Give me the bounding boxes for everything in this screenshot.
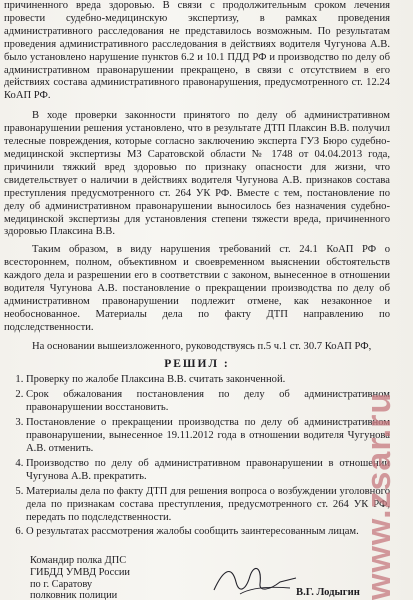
watermark: www.zsar.ru <box>360 391 398 600</box>
paragraph-4: На основании вышеизложенного, руководствуясь п.5 ч.1 ст. 30.7 КоАП РФ, <box>32 340 372 352</box>
decision-item-6: 6. О результатах рассмотрения жалобы сообщить заинтересованным лицам. <box>26 526 390 539</box>
document-body <box>4 0 390 541</box>
handwritten-signature <box>210 560 300 600</box>
decision-item-3: 3. Постановление о прекращении производства по делу об административном правонарушении, вынесенное 19.11.2012 года в отношении водителя Чугунова А.В. отменить. <box>26 417 390 456</box>
decision-item-4: 4. Производство по делу об административном правонарушении в отношении Чугунова А.В. прекратить. <box>26 458 390 484</box>
signer-position-line-1: Командир полка ДПС <box>30 555 127 566</box>
decision-list <box>4 374 390 539</box>
signer-name: В.Г. Лодыгин <box>296 587 360 598</box>
decision-heading: РЕШИЛ : <box>164 357 230 370</box>
paragraph-1: причиненного вреда здоровью. В связи с продолжительным сроком лечения провести судебно-медицинскую экспертизу, в рамках проведения административного расследования не представилось возможным. По результатам проведения административного расследования в действиях водителя Чугунова А.В. было установлено нарушение пунктов 6.2 и 10.1 ПДД РФ и производство по делу об административном правонарушении прекращено, в связи с отсутствием в его действиях состава административного правонарушения, предусмотренного ст. 12.24 КоАП РФ. <box>4 0 390 102</box>
decision-item-2: 2. Срок обжалования постановления по делу об административном правонарушении восстановить. <box>26 389 390 415</box>
signer-position-line-4: полковник полиции <box>30 590 118 600</box>
signer-position-line-2: ГИБДД УМВД России <box>30 566 130 578</box>
decision-item-1: 1. Проверку по жалобе Плаксина В.В. считать законченной. <box>26 374 390 387</box>
decision-item-5: 5. Материалы дела по факту ДТП для решения вопроса о возбуждении уголовного дела по признакам состава преступления, предусмотренного ст. 264 УК РФ, передать по подследственности. <box>26 486 390 525</box>
paragraph-3: Таким образом, в виду нарушения требований ст. 24.1 КоАП РФ о всестороннем, полном, объективном и своевременном выяснении обстоятельств каждого дела и разрешении его в соответствии с законом, вынесенное в отношении водителя Чугунова А.В. постановление о прекращении производства по делу об административном правонарушении подлежит отмене, как незаконное и необоснованное. Материалы дела по факту ДТП направлению по подследственности. <box>4 244 390 333</box>
paragraph-2: В ходе проверки законности принятого по делу об административном правонарушении решения установлено, что в результате ДТП Плаксин В.В. получил телесные повреждения, которые согласно заключению эксперта ГУЗ Бюро судебно-медицинской экспертизы МЗ Саратовской области № 1748 от 04.04.2013 года, причинили тяжкий вред здоровью по признаку опасности для жизни, что свидетельствует о наличии в действиях водителя Чугунова А.В. признаков состава преступления предусмотренного ст. 264 УК РФ. Вместе с тем, постановление по делу об административном правонарушении выносилось без назначения судебно-медицинской экспертизы для установления степени тяжести вреда, причиненного здоровью Плаксина В.В. <box>4 110 390 238</box>
signer-position-line-3: по г. Саратову <box>30 578 93 590</box>
